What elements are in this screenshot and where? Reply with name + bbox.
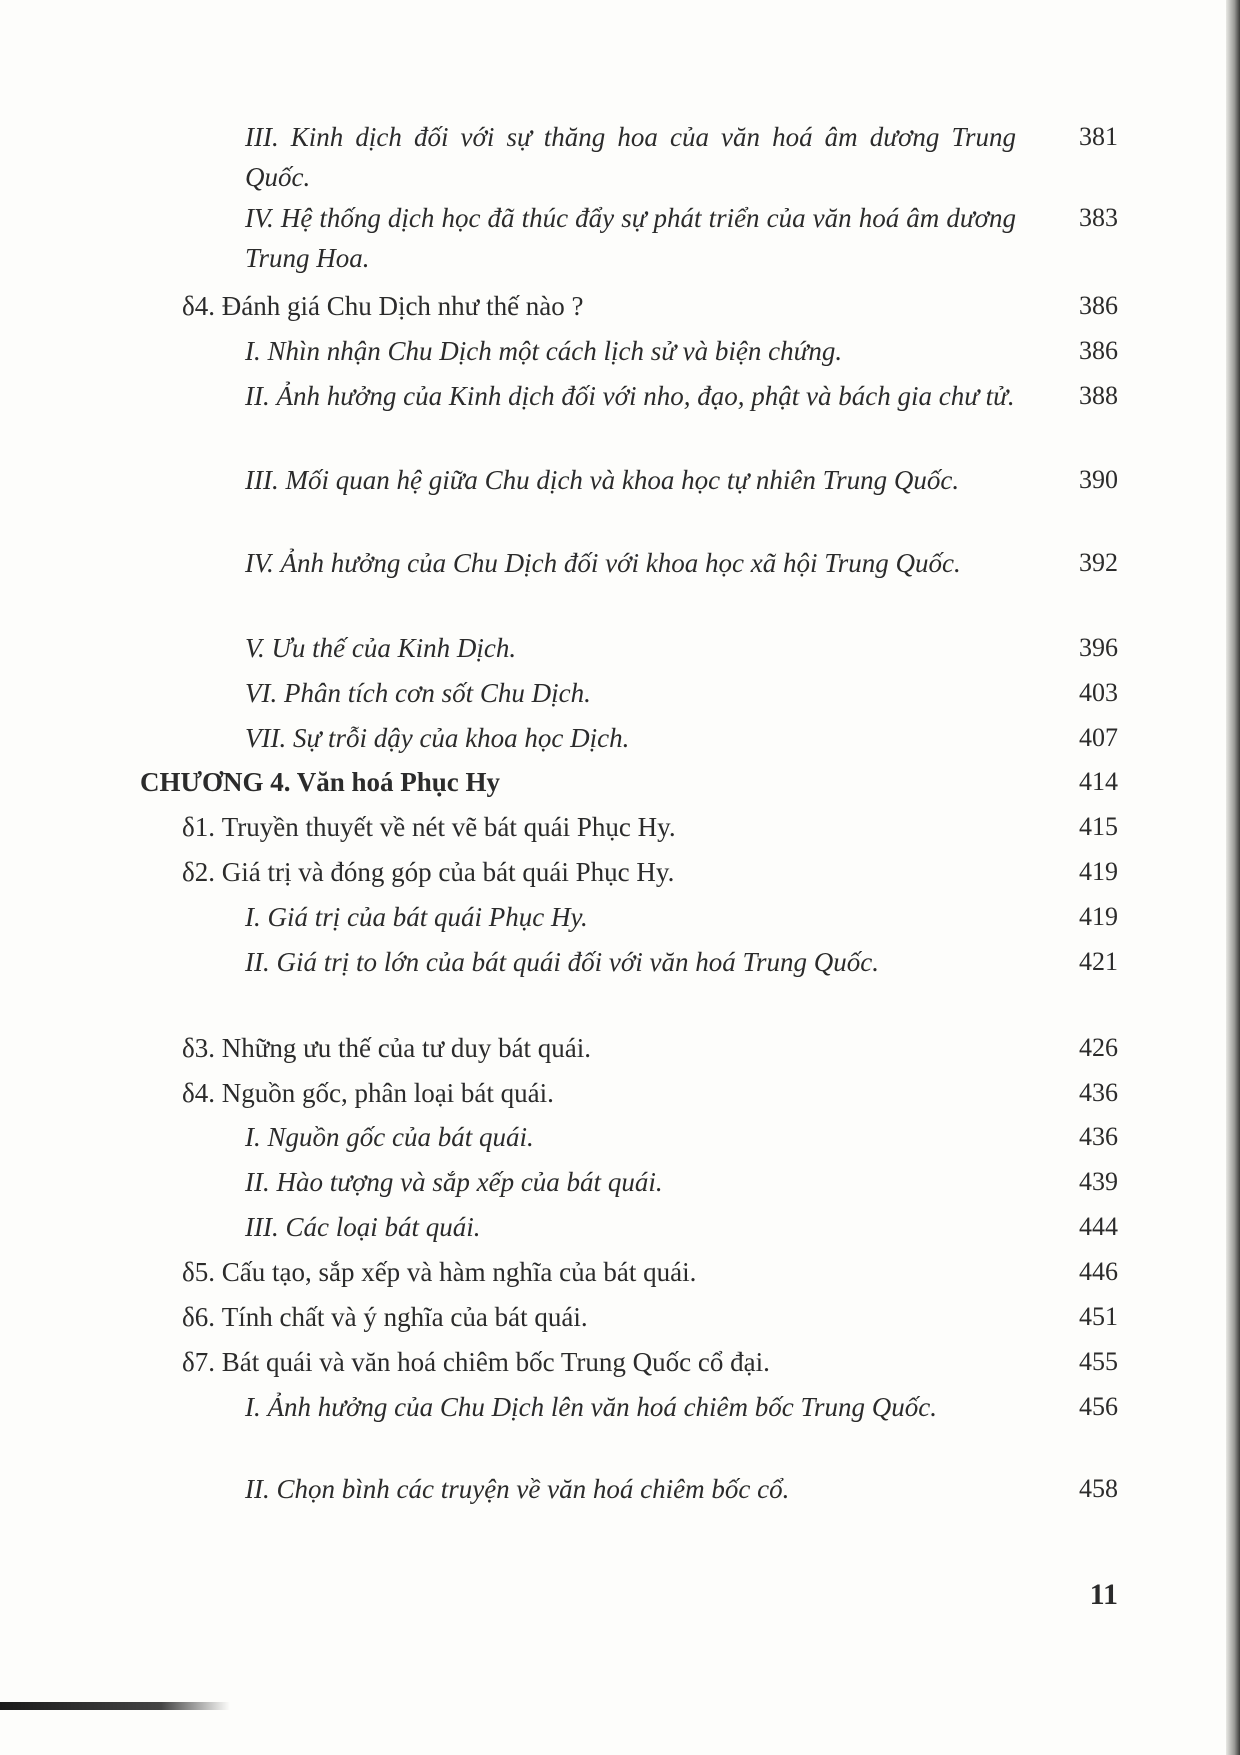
toc-entry-page: 419 [1079, 857, 1118, 886]
toc-entry-title: I. Giá trị của bát quái Phục Hy. [245, 902, 588, 932]
toc-entry-title: II. Giá trị to lớn của bát quái đối với văn hoá Trung Quốc. [245, 947, 880, 977]
toc-entry-title: I. Ảnh hưởng của Chu Dịch lên văn hoá chiêm bốc Trung Quốc. [245, 1392, 938, 1422]
toc-entry [245, 1162, 1118, 1202]
toc-entry-page: 436 [1079, 1122, 1118, 1151]
toc-entry-title: VII. Sự trỗi dậy của khoa học Dịch. [245, 723, 630, 753]
toc-entry-page: 414 [1079, 767, 1118, 796]
toc-entry [245, 897, 1118, 937]
toc-entry [245, 718, 1118, 758]
toc-entry-title: δ4. Nguồn gốc, phân loại bát quái. [182, 1078, 554, 1108]
toc-entry-title: V. Ưu thế của Kinh Dịch. [245, 633, 517, 663]
toc-entry-page: 446 [1079, 1257, 1118, 1286]
toc-entry [245, 331, 1118, 371]
toc-entry-title: δ2. Giá trị và đóng góp của bát quái Phục Hy. [182, 857, 675, 887]
toc-entry [245, 376, 1118, 416]
toc-entry-title: IV. Ảnh hưởng của Chu Dịch đối với khoa học xã hội Trung Quốc. [245, 548, 961, 578]
toc-entry-title: III. Kinh dịch đối với sự thăng hoa của văn hoá âm dương Trung Quốc. [245, 122, 1016, 192]
toc-entry-title: δ7. Bát quái và văn hoá chiêm bốc Trung Quốc cổ đại. [182, 1347, 770, 1377]
toc-entry [245, 673, 1118, 713]
toc-entry-page: 458 [1079, 1474, 1118, 1503]
toc-entry [182, 1297, 1118, 1337]
toc-entry-title: III. Các loại bát quái. [245, 1212, 481, 1242]
toc-entry [245, 628, 1118, 668]
toc-entry-title: II. Ảnh hưởng của Kinh dịch đối với nho, đạo, phật và bách gia chư tử. [245, 381, 1015, 411]
toc-entry [182, 807, 1118, 847]
toc-entry-page: 403 [1079, 678, 1118, 707]
toc-entry [245, 1207, 1118, 1247]
toc-entry-title: δ6. Tính chất và ý nghĩa của bát quái. [182, 1302, 588, 1332]
toc-entry-title: I. Nguồn gốc của bát quái. [245, 1122, 534, 1152]
toc-entry-page: 419 [1079, 902, 1118, 931]
toc-entry-title: δ4. Đánh giá Chu Dịch như thế nào ? [182, 291, 584, 321]
toc-entry-page: 456 [1079, 1392, 1118, 1421]
toc-chapter-title: CHƯƠNG 4. Văn hoá Phục Hy [140, 767, 501, 797]
toc-entry-page: 396 [1079, 633, 1118, 662]
toc-entry-title: I. Nhìn nhận Chu Dịch một cách lịch sử và biện chứng. [245, 336, 843, 366]
toc-entry [245, 1387, 1118, 1427]
toc-entry-page: 390 [1079, 465, 1118, 494]
toc-entry [245, 1469, 1118, 1509]
toc-entry [182, 852, 1118, 892]
toc-entry [245, 117, 1118, 197]
toc-entry [182, 286, 1118, 326]
toc-entry-title: IV. Hệ thống dịch học đã thúc đẩy sự phát triển của văn hoá âm dương Trung Hoa. [245, 203, 1016, 273]
toc-entry-page: 383 [1079, 203, 1118, 232]
page-number: 11 [1089, 1578, 1118, 1611]
toc-entry-page: 426 [1079, 1033, 1118, 1062]
toc-entry-page: 455 [1079, 1347, 1118, 1376]
toc-chapter [140, 762, 1118, 802]
toc-entry [182, 1342, 1118, 1382]
toc-entry-title: II. Hào tượng và sắp xếp của bát quái. [245, 1167, 663, 1197]
toc-entry-page: 436 [1079, 1078, 1118, 1107]
toc-entry-page: 388 [1079, 381, 1118, 410]
toc-entry-page: 421 [1079, 947, 1118, 976]
toc-entry-title: δ5. Cấu tạo, sắp xếp và hàm nghĩa của bát quái. [182, 1257, 697, 1287]
toc-entry-page: 381 [1079, 122, 1118, 151]
toc-entry-page: 386 [1079, 291, 1118, 320]
toc-entry-title: δ3. Những ưu thế của tư duy bát quái. [182, 1033, 592, 1063]
toc-entry-page: 407 [1079, 723, 1118, 752]
toc-entry-page: 386 [1079, 336, 1118, 365]
toc-entry-page: 392 [1079, 548, 1118, 577]
toc-entry [245, 198, 1118, 278]
toc-entry-page: 451 [1079, 1302, 1118, 1331]
toc-entry [245, 543, 1118, 583]
toc-entry [245, 942, 1118, 982]
toc-entry-title: VI. Phân tích cơn sốt Chu Dịch. [245, 678, 591, 708]
toc-entry [182, 1252, 1118, 1292]
toc-entry-page: 439 [1079, 1167, 1118, 1196]
toc-entry-title: II. Chọn bình các truyện về văn hoá chiêm bốc cổ. [245, 1474, 790, 1504]
toc-entry [182, 1073, 1118, 1113]
toc-entry-page: 415 [1079, 812, 1118, 841]
toc-entry [245, 1117, 1118, 1157]
toc-entry-page: 444 [1079, 1212, 1118, 1241]
toc-entry-title: δ1. Truyền thuyết về nét vẽ bát quái Phục Hy. [182, 812, 676, 842]
toc-entry [182, 1028, 1118, 1068]
toc-entry-title: III. Mối quan hệ giữa Chu dịch và khoa học tự nhiên Trung Quốc. [245, 465, 960, 495]
toc-entry [245, 460, 1118, 500]
